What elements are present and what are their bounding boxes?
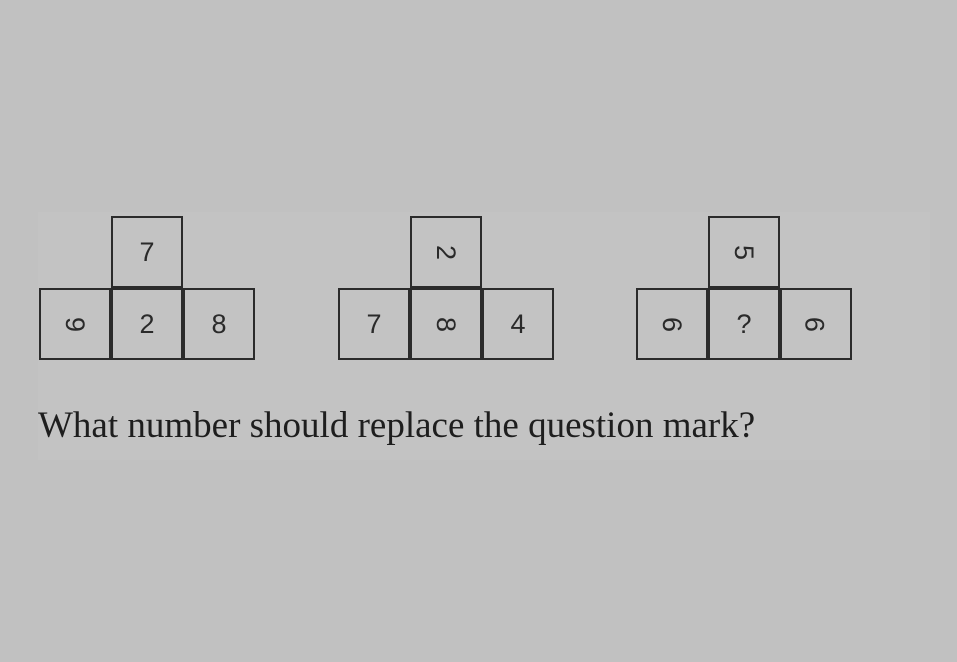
puzzle-1-right-cell: 8	[183, 288, 255, 360]
puzzle-2-left-cell: 7	[338, 288, 410, 360]
puzzle-figure-2	[338, 216, 556, 362]
puzzle-1-top-cell: 7	[111, 216, 183, 288]
puzzle-2-middle-cell: 8	[410, 288, 482, 360]
puzzle-2-right-cell: 4	[482, 288, 554, 360]
puzzle-3-left-cell: 6	[636, 288, 708, 360]
puzzle-2-top-cell: 2	[410, 216, 482, 288]
question-text: What number should replace the question mark?	[38, 405, 756, 446]
puzzle-figure-1	[39, 216, 257, 362]
puzzle-3-middle-cell: ?	[708, 288, 780, 360]
puzzle-3-top-cell: 5	[708, 216, 780, 288]
puzzle-figure-3	[636, 216, 854, 362]
puzzle-1-middle-cell: 2	[111, 288, 183, 360]
puzzle-3-right-cell: 9	[780, 288, 852, 360]
puzzle-1-left-cell: 9	[39, 288, 111, 360]
